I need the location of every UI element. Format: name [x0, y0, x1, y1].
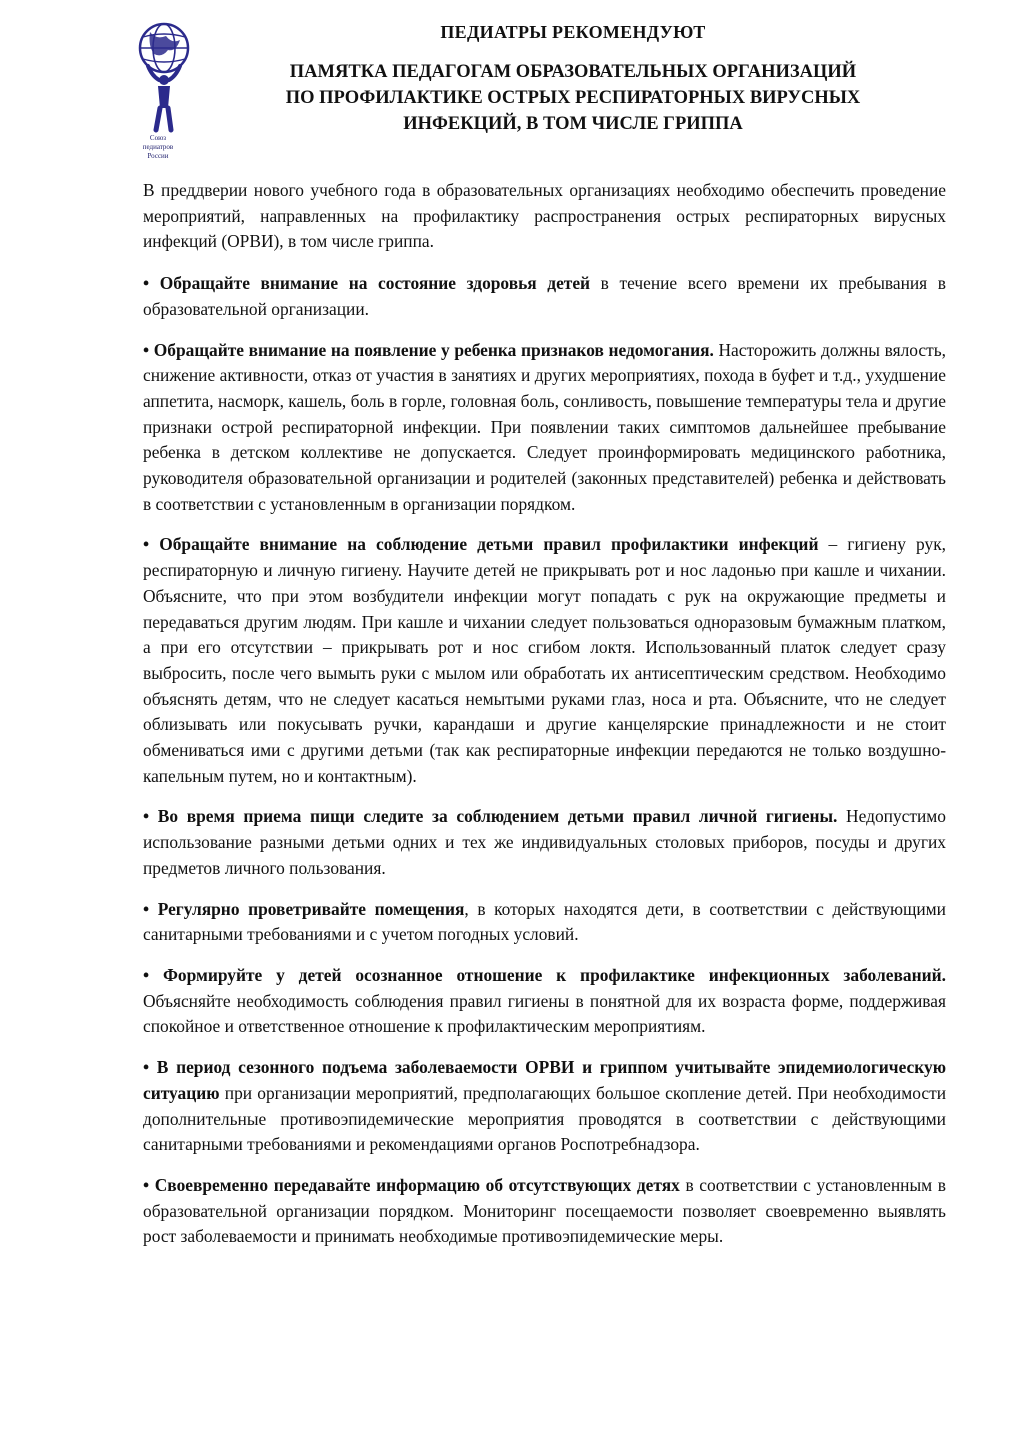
item-bold-lead: Во время приема пищи следите за соблюдением детьми правил личной гигиены. — [157, 806, 838, 827]
item-bold-lead: Обращайте внимание на соблюдение детьми правил профилактики инфекций — [159, 534, 819, 555]
logo-caption-line: педиатров — [142, 143, 174, 151]
document-body — [143, 178, 946, 1265]
intro-paragraph: В преддверии нового учебного года в образовательных организациях необходимо обеспечить проведение мероприятий, направленных на профилактику распространения острых респираторных вирусных инфекций (ОРВИ), в том числе гриппа. — [143, 180, 946, 252]
item-text: Насторожить должны вялость, снижение активности, отказ от участия в занятиях и других мероприятиях, похода в буфет и т.д., ухудшение аппетита, насморк, кашель, боль в горле, головная боль, сонливость, повышение температуры тела и другие признаки острой респираторной инфекции. При появлении таких симптомов дальнейшее пребывание ребенка в детском коллективе не допускается. Следует проинформировать медицинского работника, руководителя образовательной организации и родителей (законных представителей) ребенка и действовать в соответствии с установленным в организации порядком. — [143, 339, 946, 514]
recommendation-item — [143, 1173, 946, 1250]
title-line: ИНФЕКЦИЙ, В ТОМ ЧИСЛЕ ГРИППА — [403, 114, 743, 134]
item-bold-lead: Обращайте внимание на состояние здоровья детей — [159, 273, 591, 294]
logo-caption-line: Союз — [149, 134, 167, 142]
item-bold-lead: Формируйте у детей осознанное отношение к профилактике инфекционных заболеваний. — [162, 964, 946, 985]
bullet-marker: • — [143, 1174, 150, 1195]
title-line: ПО ПРОФИЛАКТИКЕ ОСТРЫХ РЕСПИРАТОРНЫХ ВИРУСНЫХ — [285, 88, 861, 108]
item-text: Объясняйте необходимость соблюдения правил гигиены в понятной для их возраста форме, поддерживая спокойное и ответственное отношение к профилактическим мероприятиям. — [143, 990, 946, 1037]
globe-figure-icon — [126, 20, 202, 136]
recommendation-item — [143, 897, 946, 948]
item-bold-lead: Регулярно проветривайте помещения — [157, 898, 465, 919]
item-bold-lead: Обращайте внимание на появление у ребенка признаков недомогания. — [153, 339, 714, 360]
item-bold-lead: В период сезонного подъема заболеваемости ОРВИ и гриппом учитывайте эпидемиологическую ситуацию — [143, 1057, 946, 1103]
bullet-marker: • — [143, 534, 150, 555]
recommendation-item — [143, 532, 946, 789]
logo-caption — [128, 134, 188, 161]
recommendation-item — [143, 271, 946, 322]
item-text: при организации мероприятий, предполагающих большое скопление детей. При необходимости дополнительные противоэпидемические мероприятия проводятся в соответствии с действующими санитарными требованиями и рекомендациями органов Роспотребнадзора. — [143, 1082, 946, 1155]
recommendation-item — [143, 804, 946, 881]
item-text: – гигиену рук, респираторную и личную гигиену. Научите детей не прикрывать рот и нос ладонью при кашле и чихании. Объясните, что при этом возбудители инфекции могут попадать с рук на окружающие предметы и передаваться другим людям. При кашле и чихании следует пользоваться одноразовым бумажным платком, а при его отсутствии – прикрывать рот и нос сгибом локтя. Использованный платок следует сразу выбросить, после чего вымыть руки с мылом или обработать их антисептическим средством. Необходимо объяснять детям, что не следует касаться немытыми руками глаз, носа и рта. Объясните, что не следует облизывать или покусывать ручки, карандаши и другие канцелярские принадлежности и не стоит обмениваться ими с другими детьми (так как респираторные инфекции передаются не только воздушно-капельным путем, но и контактным). — [143, 534, 946, 786]
document-title — [228, 59, 918, 137]
title-line: ПАМЯТКА ПЕДАГОГАМ ОБРАЗОВАТЕЛЬНЫХ ОРГАНИЗАЦИЙ — [289, 62, 857, 82]
item-text: Недопустимо использование разными детьми одних и тех же индивидуальных столовых приборов, посуды и других предметов личного пользования. — [143, 806, 946, 878]
recommendation-item — [143, 338, 946, 518]
item-text: в соответствии с установленным в образовательной организации порядком. Мониторинг посещаемости позволяет своевременно выявлять рост заболеваемости и принимать необходимые противоэпидемические меры. — [143, 1174, 946, 1247]
recommendation-item — [143, 963, 946, 1040]
bullet-marker: • — [143, 964, 150, 985]
logo-caption-line: России — [147, 152, 169, 160]
recommendation-item — [143, 1055, 946, 1158]
header-kicker: ПЕДИАТРЫ РЕКОМЕНДУЮТ — [440, 22, 706, 42]
bullet-marker: • — [143, 1057, 150, 1078]
bullet-marker: • — [143, 898, 150, 919]
bullet-marker: • — [143, 339, 150, 360]
item-text: в течение всего времени их пребывания в образовательной организации. — [143, 273, 946, 319]
bullet-marker: • — [143, 273, 150, 294]
document-header — [228, 22, 918, 137]
item-bold-lead: Своевременно передавайте информацию об отсутствующих детях — [154, 1174, 680, 1195]
item-text: , в которых находятся дети, в соответствии с действующими санитарными требованиями и с учетом погодных условий. — [143, 898, 946, 945]
bullet-marker: • — [143, 806, 150, 827]
